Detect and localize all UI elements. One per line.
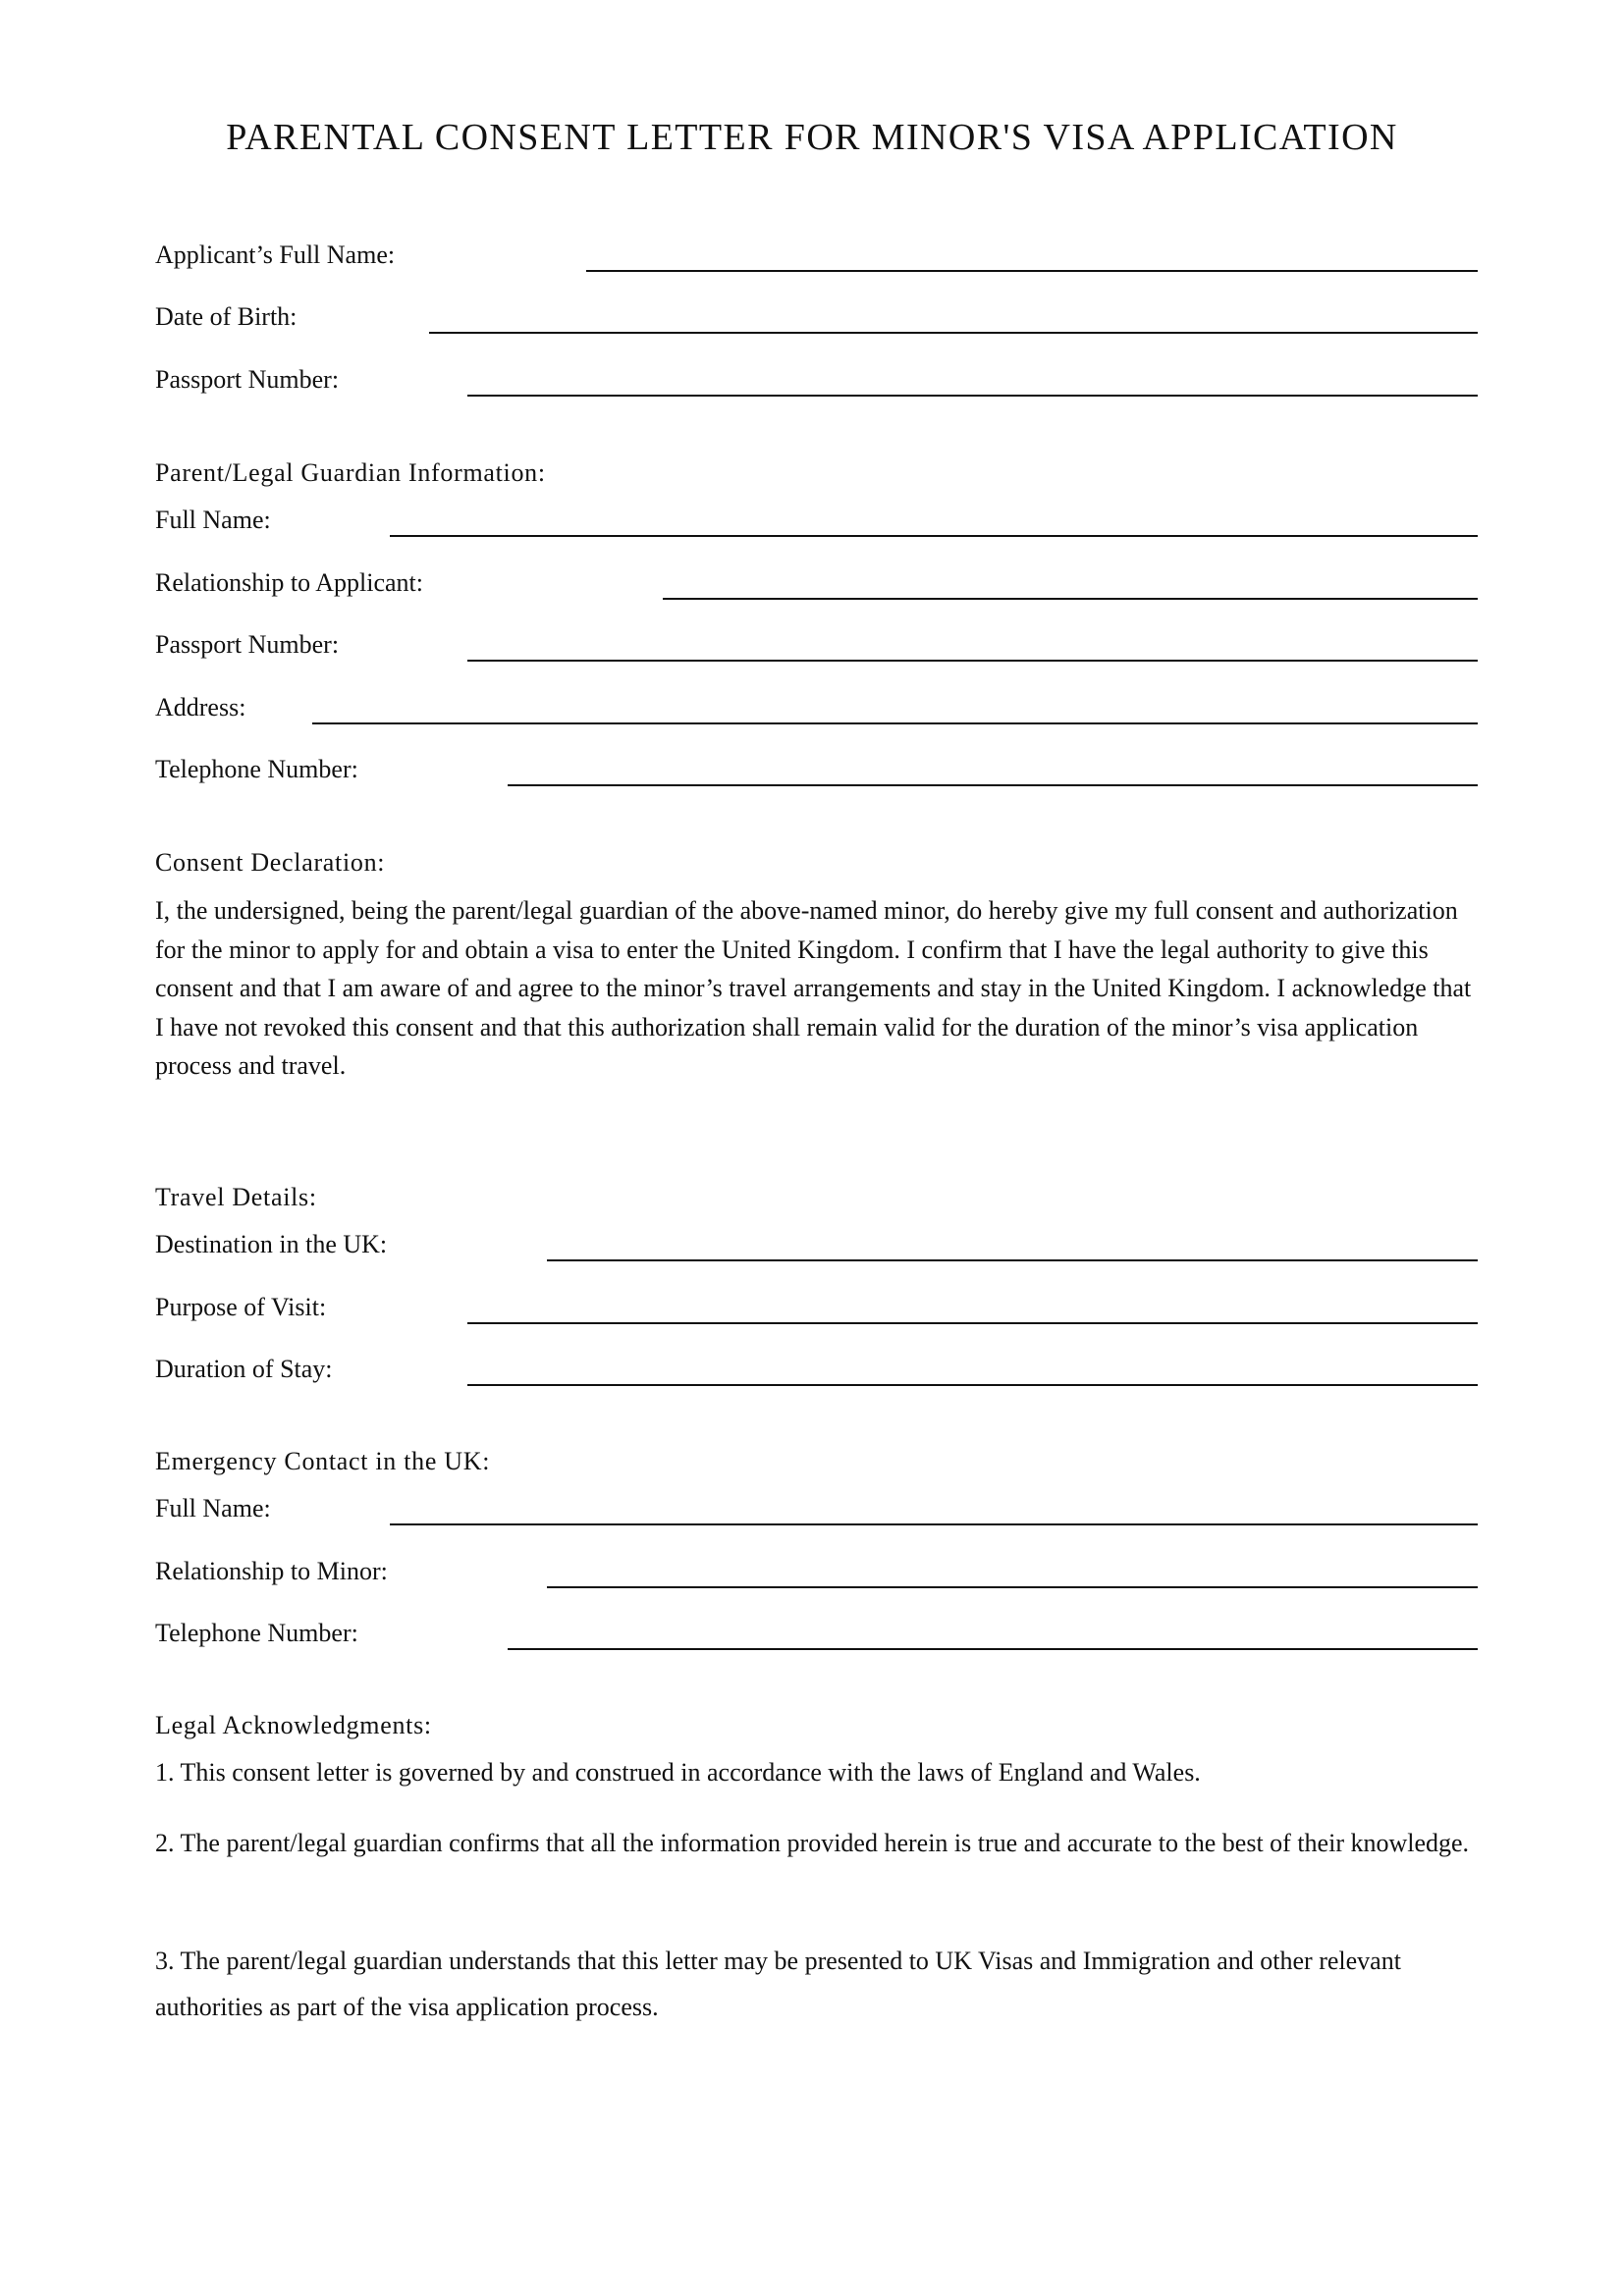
emergency-telephone-label: Telephone Number: <box>155 1619 358 1647</box>
guardian-telephone-label: Telephone Number: <box>155 755 358 783</box>
travel-section-heading: Travel Details: <box>155 1183 317 1211</box>
travel-duration-label: Duration of Stay: <box>155 1355 333 1383</box>
emergency-relationship-field[interactable] <box>547 1586 1478 1588</box>
consent-section-heading: Consent Declaration: <box>155 848 386 877</box>
legal-section-heading: Legal Acknowledgments: <box>155 1711 432 1739</box>
legal-item-1: 1. This consent letter is governed by and construed in accordance with the laws of England and Wales. <box>155 1758 1201 1787</box>
guardian-passport-field[interactable] <box>467 660 1478 662</box>
guardian-address-field[interactable] <box>312 722 1478 724</box>
consent-declaration-text: I, the undersigned, being the parent/legal guardian of the above-named minor, do hereby give my full consent and authorization for the minor to apply for and obtain a visa to enter the United Kingdom. I confirm that I have the legal authority to give this consent and that I am aware of and agree to the minor’s travel arrangements and stay in the United Kingdom. I acknowledge that I have not revoked this consent and that this authorization shall remain valid for the duration of the minor’s visa application process and travel. <box>155 896 1472 1080</box>
applicant-passport-field[interactable] <box>467 395 1478 397</box>
travel-purpose-field[interactable] <box>467 1322 1478 1324</box>
guardian-passport-label: Passport Number: <box>155 630 340 659</box>
applicant-dob-label: Date of Birth: <box>155 302 298 331</box>
legal-item-2: 2. The parent/legal guardian confirms that all the information provided herein is true and accurate to the best of their knowledge. <box>155 1829 1470 1857</box>
guardian-section-heading: Parent/Legal Guardian Information: <box>155 458 546 487</box>
guardian-relationship-field[interactable] <box>663 598 1478 600</box>
travel-duration-field[interactable] <box>467 1384 1478 1386</box>
applicant-full-name-label: Applicant’s Full Name: <box>155 240 396 269</box>
guardian-telephone-field[interactable] <box>508 784 1478 786</box>
travel-destination-field[interactable] <box>547 1259 1478 1261</box>
document-title: PARENTAL CONSENT LETTER FOR MINOR'S VISA APPLICATION <box>226 117 1398 158</box>
emergency-full-name-field[interactable] <box>390 1523 1478 1525</box>
emergency-full-name-label: Full Name: <box>155 1494 271 1522</box>
emergency-telephone-field[interactable] <box>508 1648 1478 1650</box>
legal-item-3: 3. The parent/legal guardian understands that this letter may be presented to UK Visas and Immigration and other relevant authorities as part of the visa application process. <box>155 1947 1401 2021</box>
travel-purpose-label: Purpose of Visit: <box>155 1293 327 1321</box>
emergency-section-heading: Emergency Contact in the UK: <box>155 1447 491 1475</box>
applicant-dob-field[interactable] <box>429 332 1478 334</box>
applicant-passport-label: Passport Number: <box>155 365 340 394</box>
applicant-full-name-field[interactable] <box>586 270 1478 272</box>
guardian-full-name-field[interactable] <box>390 535 1478 537</box>
guardian-address-label: Address: <box>155 693 246 721</box>
guardian-relationship-label: Relationship to Applicant: <box>155 568 423 597</box>
travel-destination-label: Destination in the UK: <box>155 1230 388 1258</box>
guardian-full-name-label: Full Name: <box>155 506 271 534</box>
emergency-relationship-label: Relationship to Minor: <box>155 1557 388 1585</box>
